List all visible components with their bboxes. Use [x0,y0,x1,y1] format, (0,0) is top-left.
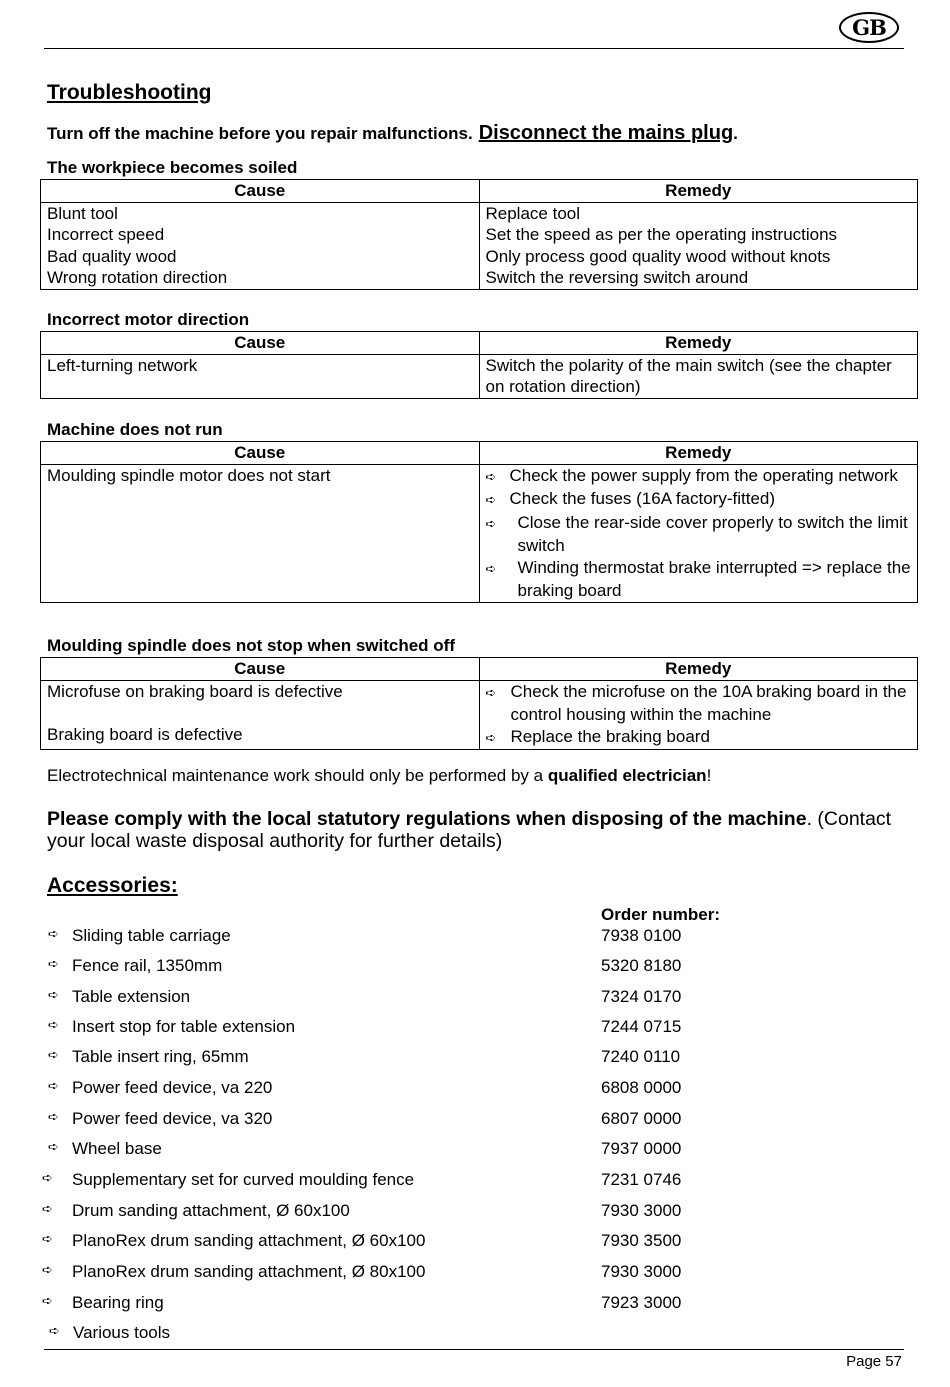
electrician-emphasis: qualified electrician [547,766,707,785]
remedy-cell [479,354,918,398]
arrow-icon: ➪ [42,1294,53,1309]
warning-emphasis: Disconnect the mains plug [478,122,734,144]
arrow-icon: ➪ [485,516,497,532]
arrow-icon: ➪ [42,1202,53,1217]
arrow-icon: ➪ [485,685,497,701]
table-workpiece-soiled [40,179,918,290]
remedy-item: Switch the polarity of the main switch (see the chapter on rotation direction) [485,355,892,396]
header-rule [44,48,904,49]
cause-item: Incorrect speed [47,225,165,244]
arrow-icon: ➪ [42,1263,53,1278]
accessory-item: ➪ PlanoRex drum sanding attachment, Ø 80x100 7930 3000 [42,1262,682,1281]
arrow-icon: ➪ [485,730,497,746]
cause-cell [41,680,480,750]
electrician-note: Electrotechnical maintenance work should only be performed by a qualified electrician! [47,766,712,785]
accessory-item: ➪ Power feed device, va 320 6807 0000 [48,1109,682,1128]
arrow-icon: ➪ [49,1324,60,1339]
remedy-cell [479,202,918,289]
table-machine-not-run [40,441,918,603]
remedy-item: ➪ Winding thermostat brake interrupted => replace the braking board [485,557,911,600]
section-title-machine-not-run: Machine does not run [47,420,223,439]
cause-item: Braking board is defective [47,724,243,744]
footer-rule [44,1349,904,1350]
arrow-icon: ➪ [48,1140,59,1155]
table-spindle-not-stop [40,657,918,750]
accessory-item: ➪ Sliding table carriage 7938 0100 [48,926,682,945]
cause-header: Cause [41,180,480,203]
accessories-title: Accessories: [47,874,178,897]
arrow-icon: ➪ [48,1018,59,1033]
accessory-item: ➪ Insert stop for table extension 7244 0715 [48,1017,682,1036]
cause-item: Moulding spindle motor does not start [47,465,331,485]
section-title-workpiece-soiled: The workpiece becomes soiled [47,158,298,177]
arrow-icon: ➪ [48,1110,59,1125]
accessory-item: ➪ Various tools [49,1323,171,1342]
cause-header: Cause [41,332,480,355]
arrow-icon: ➪ [485,493,497,508]
page-title: Troubleshooting [47,81,212,104]
warning-end: . [733,124,738,143]
disposal-note: Please comply with the local statutory regulations when disposing of the machine. (Contact your local waste disposal authority for further details) [47,808,892,852]
cause-cell [41,354,480,398]
gb-country-badge: GB [839,12,899,43]
arrow-icon: ➪ [48,927,59,942]
cause-item: Blunt tool [47,203,118,223]
remedy-header: Remedy [479,332,918,355]
arrow-icon: ➪ [42,1232,53,1247]
arrow-icon: ➪ [485,469,497,485]
table-motor-direction [40,331,918,399]
safety-warning [47,122,738,145]
remedy-header: Remedy [479,442,918,465]
accessory-item: ➪ Bearing ring 7923 3000 [42,1293,682,1312]
remedy-item: ➪ Check the power supply from the operating network [486,465,912,489]
accessory-item: ➪ Power feed device, va 220 6808 0000 [48,1078,682,1097]
page-number: Page 57 [846,1353,902,1370]
cause-header: Cause [41,442,480,465]
arrow-icon: ➪ [42,1171,53,1186]
remedy-item: ➪ Check the microfuse on the 10A braking board in the control housing within the machine [485,681,907,724]
remedy-item: ➪ Check the fuses (16A factory-fitted) [486,488,912,512]
warning-text: Turn off the machine before you repair malfunctions. [47,124,473,143]
disposal-emphasis: Please comply with the local statutory regulations when disposing of the machine [47,808,807,830]
section-title-spindle-not-stop: Moulding spindle does not stop when switched off [47,636,455,655]
remedy-cell [479,680,918,750]
remedy-item: Only process good quality wood without knots [485,246,831,266]
arrow-icon: ➪ [48,957,59,972]
accessory-item: ➪ Drum sanding attachment, Ø 60x100 7930 3000 [42,1201,682,1220]
accessory-item: ➪ Table extension 7324 0170 [48,987,682,1006]
remedy-item: ➪ Replace the braking board [486,726,912,750]
accessory-item: ➪ Supplementary set for curved moulding fence 7231 0746 [42,1170,682,1189]
arrow-icon: ➪ [48,1079,59,1094]
remedy-cell [479,464,918,602]
section-title-motor-direction: Incorrect motor direction [47,310,250,329]
cause-cell [41,464,480,602]
accessory-item: ➪ Table insert ring, 65mm 7240 0110 [48,1047,681,1066]
accessory-item: ➪ Fence rail, 1350mm 5320 8180 [48,956,682,975]
cause-item: Wrong rotation direction [47,268,228,287]
remedy-header: Remedy [479,658,918,681]
accessory-item: ➪ Wheel base 7937 0000 [48,1139,682,1158]
cause-item: Microfuse on braking board is defective [47,681,343,701]
cause-item: Left-turning network [47,355,198,375]
cause-item: Bad quality wood [47,246,177,266]
remedy-item: Switch the reversing switch around [485,268,749,287]
arrow-icon: ➪ [48,988,59,1003]
arrow-icon: ➪ [48,1048,59,1063]
cause-header: Cause [41,658,480,681]
remedy-header: Remedy [479,180,918,203]
order-number-header: Order number: [601,905,721,924]
accessory-item: ➪ PlanoRex drum sanding attachment, Ø 60x100 7930 3500 [42,1231,682,1250]
arrow-icon: ➪ [485,561,497,577]
remedy-item: Set the speed as per the operating instructions [485,225,838,244]
remedy-item: Replace tool [485,203,581,223]
remedy-item: ➪ Close the rear-side cover properly to switch the limit switch [485,512,908,555]
cause-cell [41,202,480,289]
